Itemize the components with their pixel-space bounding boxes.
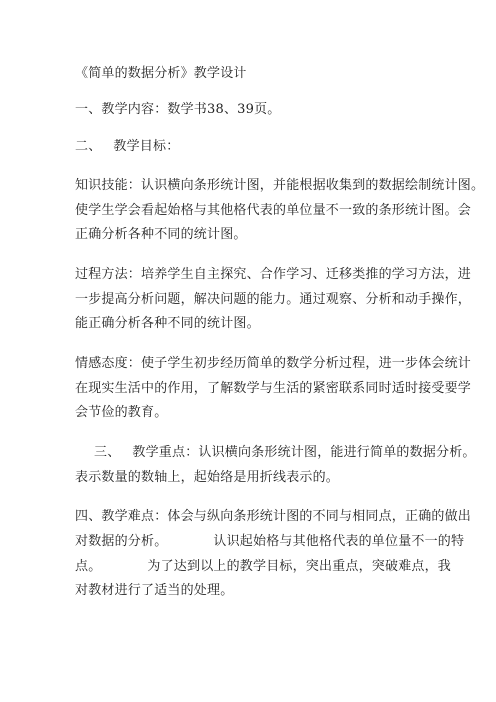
- process-line-3: 能正确分析各种不同的统计图。: [75, 316, 260, 331]
- difficulty-line-3-part-b: 为了达到以上的教学目标，突出重点，突破难点，我: [147, 559, 452, 574]
- attitude-line-3: 会节俭的教育。: [75, 405, 168, 420]
- key-point-number: 三、: [94, 445, 121, 460]
- difficulty-line-2: [75, 534, 464, 550]
- difficulty-line-3: [75, 559, 451, 575]
- difficulty-line-2-part-a: 对数据的分析。: [75, 534, 168, 549]
- difficulty-line-4: 对教材进行了适当的处理。: [75, 583, 234, 598]
- teaching-goals-number: 二、: [75, 139, 102, 154]
- process-line-2: 一步提高分析问题，解决问题的能力。通过观察、分析和动手操作，: [75, 292, 472, 307]
- attitude-line-2: 在现实生活中的作用，了解数学与生活的紧密联系同时适时接受要学: [75, 381, 472, 396]
- difficulty-line-2-part-b: 认识起始格与其他格代表的单位量不一的特: [213, 534, 465, 549]
- difficulty-line-3-part-a: 点。: [75, 559, 102, 574]
- document-title: 《简单的数据分析》教学设计: [75, 66, 247, 81]
- process-line-1: 过程方法：培养学生自主探究、合作学习、迁移类推的学习方法，进: [75, 267, 472, 282]
- teaching-goals-label: 教学目标：: [113, 139, 180, 154]
- attitude-line-1: 情感态度：使子学生初步经历简单的数学分析过程，进一步体会统计: [75, 356, 472, 371]
- key-point-heading: [94, 445, 476, 461]
- skills-line-2: 使学生学会看起始格与其他格代表的单位量不一致的条形统计图。会: [75, 203, 472, 218]
- teaching-goals-heading: [75, 139, 179, 155]
- difficulty-line-1: 四、教学难点：体会与纵向条形统计图的不同与相同点，正确的做出: [75, 509, 472, 524]
- teaching-content-line: 一、教学内容：数学书38、39页。: [75, 102, 281, 117]
- key-point-text: 教学重点：认识横向条形统计图，能进行简单的数据分析。: [132, 445, 476, 460]
- skills-line-1: 知识技能：认识横向条形统计图，并能根据收集到的数据绘制统计图。: [75, 178, 485, 193]
- skills-line-3: 正确分析各种不同的统计图。: [75, 227, 247, 242]
- key-point-line-2: 表示数量的数轴上，起始络是用折线表示的。: [75, 470, 340, 485]
